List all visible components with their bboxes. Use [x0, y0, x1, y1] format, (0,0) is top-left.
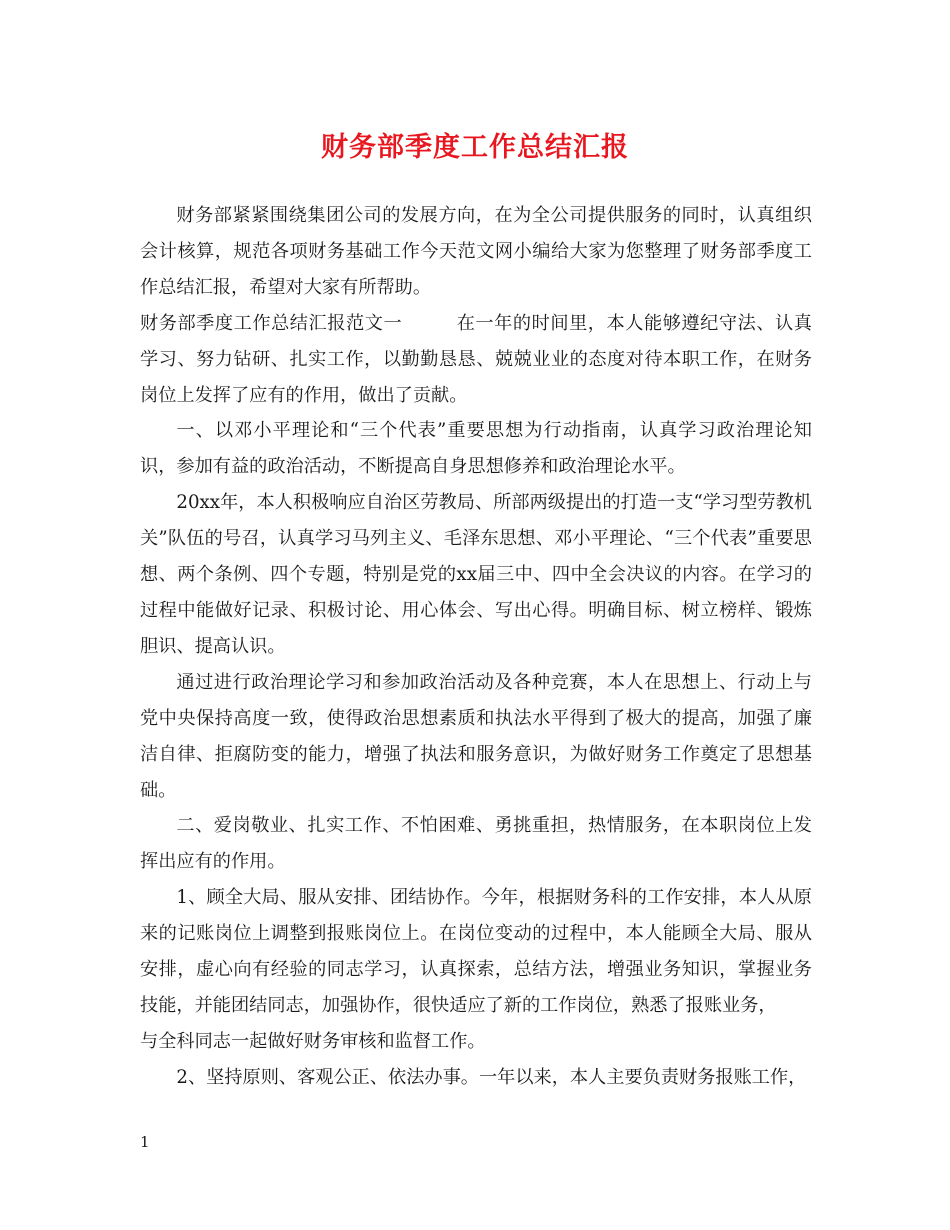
sample-body: 在一年的时间里，本人能够遵纪守法、认真学习、努力钻研、扎实工作，以勤勤恳恳、兢兢业业的态度对待本职工作，在财务岗位上发挥了应有的作用，做出了贡献。	[140, 312, 812, 406]
paragraph-point-one-continued: 与全科同志一起做好财务审核和监督工作。	[140, 1030, 486, 1052]
paragraph-section-two: 二、爱岗敬业、扎实工作、不怕困难、勇挑重担，热情服务，在本职岗位上发挥出应有的作用。	[140, 815, 812, 873]
paragraph-sample-one	[140, 306, 812, 414]
paragraph-section-one: 一、以邓小平理论和“三个代表”重要思想为行动指南，认真学习政治理论知识，参加有益的政治活动，不断提高自身思想修养和政治理论水平。	[140, 420, 812, 478]
paragraph-point-one: 1、顾全大局、服从安排、团结协作。今年，根据财务科的工作安排，本人从原来的记账岗位上调整到报账岗位上。在岗位变动的过程中，本人能顾全大局、服从安排，虚心向有经验的同志学习，认真探索，总结方法，增强业务知识，掌握业务技能，并能团结同志，加强协作，很快适应了新的工作岗位，熟悉了报账业务，	[140, 887, 812, 1016]
paragraph-point-two: 2、坚持原则、客观公正、依法办事。一年以来，本人主要负责财务报账工作，	[176, 1066, 807, 1088]
paragraph-intro: 财务部紧紧围绕集团公司的发展方向，在为全公司提供服务的同时，认真组织会计核算，规范各项财务基础工作今天范文网小编给大家为您整理了财务部季度工作总结汇报，希望对大家有所帮助。	[140, 205, 812, 298]
document-body	[140, 198, 812, 1096]
paragraph-political: 通过进行政治理论学习和参加政治活动及各种竞赛，本人在思想上、行动上与党中央保持高度一致，使得政治思想素质和执法水平得到了极大的提高，加强了廉洁自律、拒腐防变的能力，增强了执法和服务意识，为做好财务工作奠定了思想基础。	[140, 671, 812, 801]
paragraph-study: 20xx年，本人积极响应自治区劳教局、所部两级提出的打造一支“学习型劳教机关”队伍的号召，认真学习马列主义、毛泽东思想、邓小平理论、“三个代表”重要思想、两个条例、四个专题，特别是党的xx届三中、四中全会决议的内容。在学习的过程中能做好记录、积极讨论、用心体会、写出心得。明确目标、树立榜样、锻炼胆识、提高认识。	[140, 492, 812, 657]
sample-heading: 财务部季度工作总结汇报范文一	[140, 312, 403, 334]
document-title: 财务部季度工作总结汇报	[321, 132, 629, 163]
page-number: 1	[140, 1133, 150, 1151]
